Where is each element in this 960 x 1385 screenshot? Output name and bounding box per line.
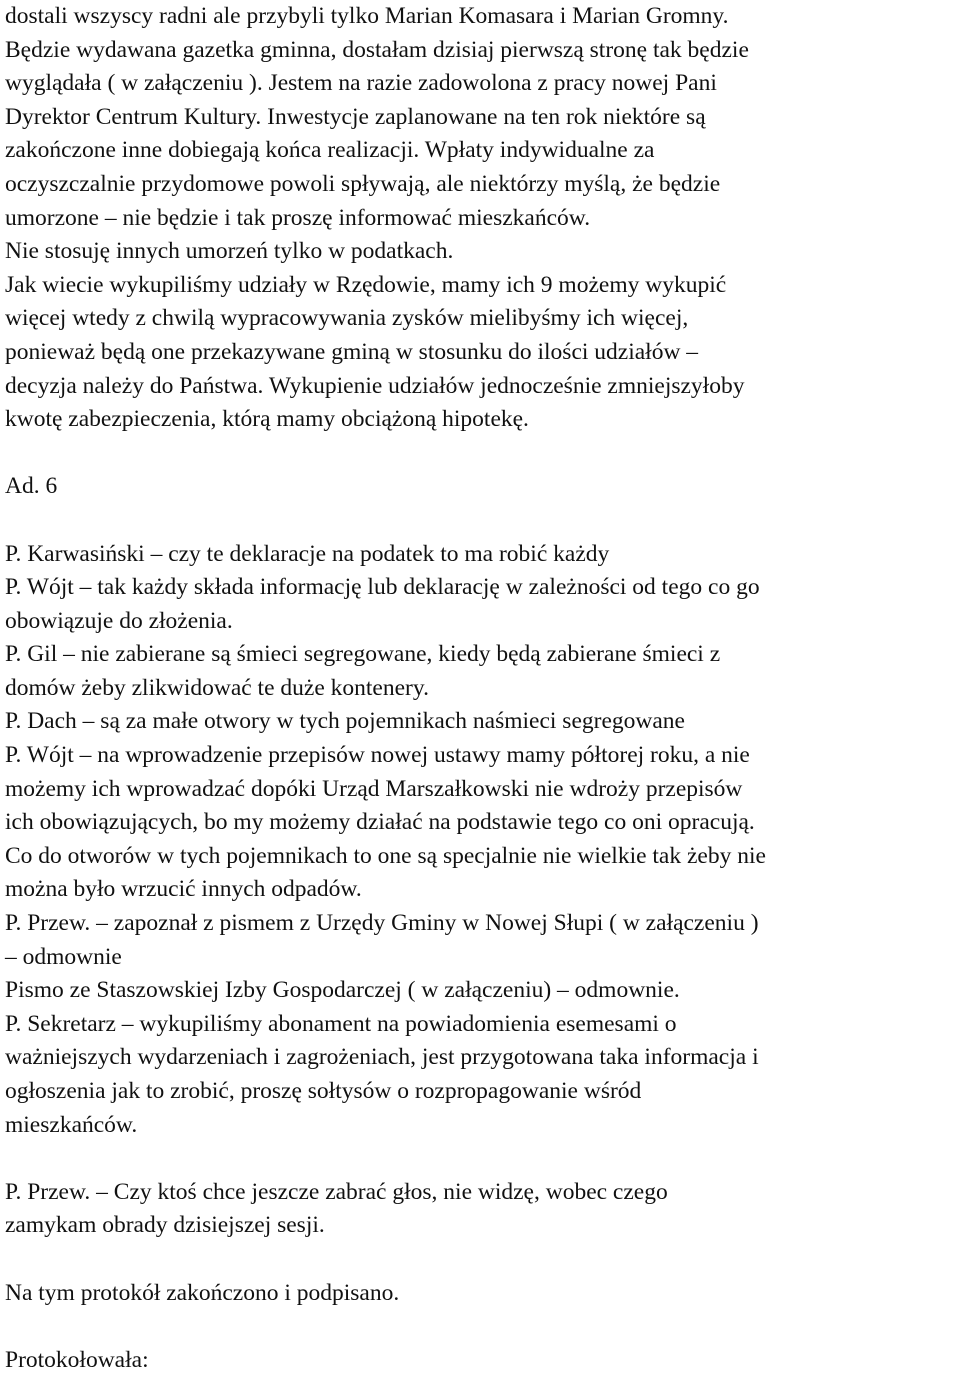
- text-line: – odmownie: [5, 943, 122, 970]
- text-line: P. Przew. – zapoznał z pismem z Urzędy Gminy w Nowej Słupi ( w załączeniu ): [5, 910, 759, 937]
- text-line: decyzja należy do Państwa. Wykupienie udziałów jednocześnie zmniejszyłoby: [5, 372, 745, 399]
- blank-line: [5, 1243, 957, 1277]
- text-line: oczyszczalnie przydomowe powoli spływają, ale niektórzy myślą, że będzie: [5, 170, 721, 197]
- text-line: Co do otworów w tych pojemnikach to one są specjalnie nie wielkie tak żeby nie: [5, 842, 766, 869]
- text-line: P. Wójt – tak każdy składa informację lub deklarację w zależności od tego co go: [5, 574, 760, 601]
- blank-line: [5, 504, 957, 538]
- text-line: zakończone inne dobiegają końca realizacji. Wpłaty indywidualne za: [5, 137, 655, 164]
- signature-label: Protokołowała:: [5, 1346, 149, 1373]
- text-line: domów żeby zlikwidować te duże kontenery.: [5, 674, 429, 701]
- text-line: Dyrektor Centrum Kultury. Inwestycje zaplanowane na ten rok niektóre są: [5, 103, 706, 130]
- text-line: P. Wójt – na wprowadzenie przepisów nowej ustawy mamy półtorej roku, a nie: [5, 742, 750, 769]
- text-line: dostali wszyscy radni ale przybyli tylko Marian Komasara i Marian Gromny.: [5, 3, 729, 29]
- text-line: P. Dach – są za małe otwory w tych pojemnikach naśmieci segregowane: [5, 708, 685, 735]
- text-line: obowiązuje do złożenia.: [5, 607, 233, 634]
- text-line: wyglądała ( w załączeniu ). Jestem na razie zadowolona z pracy nowej Pani: [5, 70, 717, 97]
- text-line: mieszkańców.: [5, 1111, 138, 1138]
- text-line: możemy ich wprowadzać dopóki Urząd Marszałkowski nie wdroży przepisów: [5, 775, 743, 802]
- blank-line: [5, 1310, 957, 1344]
- blank-line: [5, 1142, 957, 1176]
- text-line: ponieważ będą one przekazywane gminą w stosunku do ilości udziałów –: [5, 338, 699, 365]
- section-heading: Ad. 6: [5, 473, 58, 500]
- text-line: umorzone – nie będzie i tak proszę informować mieszkańców.: [5, 204, 591, 231]
- text-line: ogłoszenia jak to zrobić, proszę sołtysów o rozpropagowanie wśród: [5, 1078, 642, 1104]
- closing-statement: Na tym protokół zakończono i podpisano.: [5, 1279, 400, 1306]
- document-page: [5, 0, 957, 1377]
- text-line: kwotę zabezpieczenia, którą mamy obciążoną hipotekę.: [5, 406, 529, 433]
- text-line: ich obowiązujących, bo my możemy działać na podstawie tego co oni opracują.: [5, 809, 755, 836]
- text-line: P. Sekretarz – wykupiliśmy abonament na powiadomienia esemesami o: [5, 1010, 677, 1037]
- text-line: Nie stosuję innych umorzeń tylko w podatkach.: [5, 238, 454, 265]
- text-line: ważniejszych wydarzeniach i zagrożeniach, jest przygotowana taka informacja i: [5, 1044, 759, 1071]
- text-line: P. Karwasiński – czy te deklaracje na podatek to ma robić każdy: [5, 540, 610, 567]
- text-line: Jak wiecie wykupiliśmy udziały w Rzędowie, mamy ich 9 możemy wykupić: [5, 271, 727, 298]
- text-line: Pismo ze Staszowskiej Izby Gospodarczej ( w załączeniu) – odmownie.: [5, 977, 680, 1004]
- text-line: zamykam obrady dzisiejszej sesji.: [5, 1212, 325, 1239]
- text-line: Będzie wydawana gazetka gminna, dostałam dzisiaj pierwszą stronę tak będzie: [5, 36, 749, 63]
- text-line: P. Przew. – Czy ktoś chce jeszcze zabrać głos, nie widzę, wobec czego: [5, 1178, 668, 1205]
- text-line: można było wrzucić innych odpadów.: [5, 876, 362, 903]
- blank-line: [5, 437, 957, 471]
- text-line: więcej wtedy z chwilą wypracowywania zysków mielibyśmy ich więcej,: [5, 305, 689, 332]
- text-line: P. Gil – nie zabierane są śmieci segregowane, kiedy będą zabierane śmieci z: [5, 641, 721, 668]
